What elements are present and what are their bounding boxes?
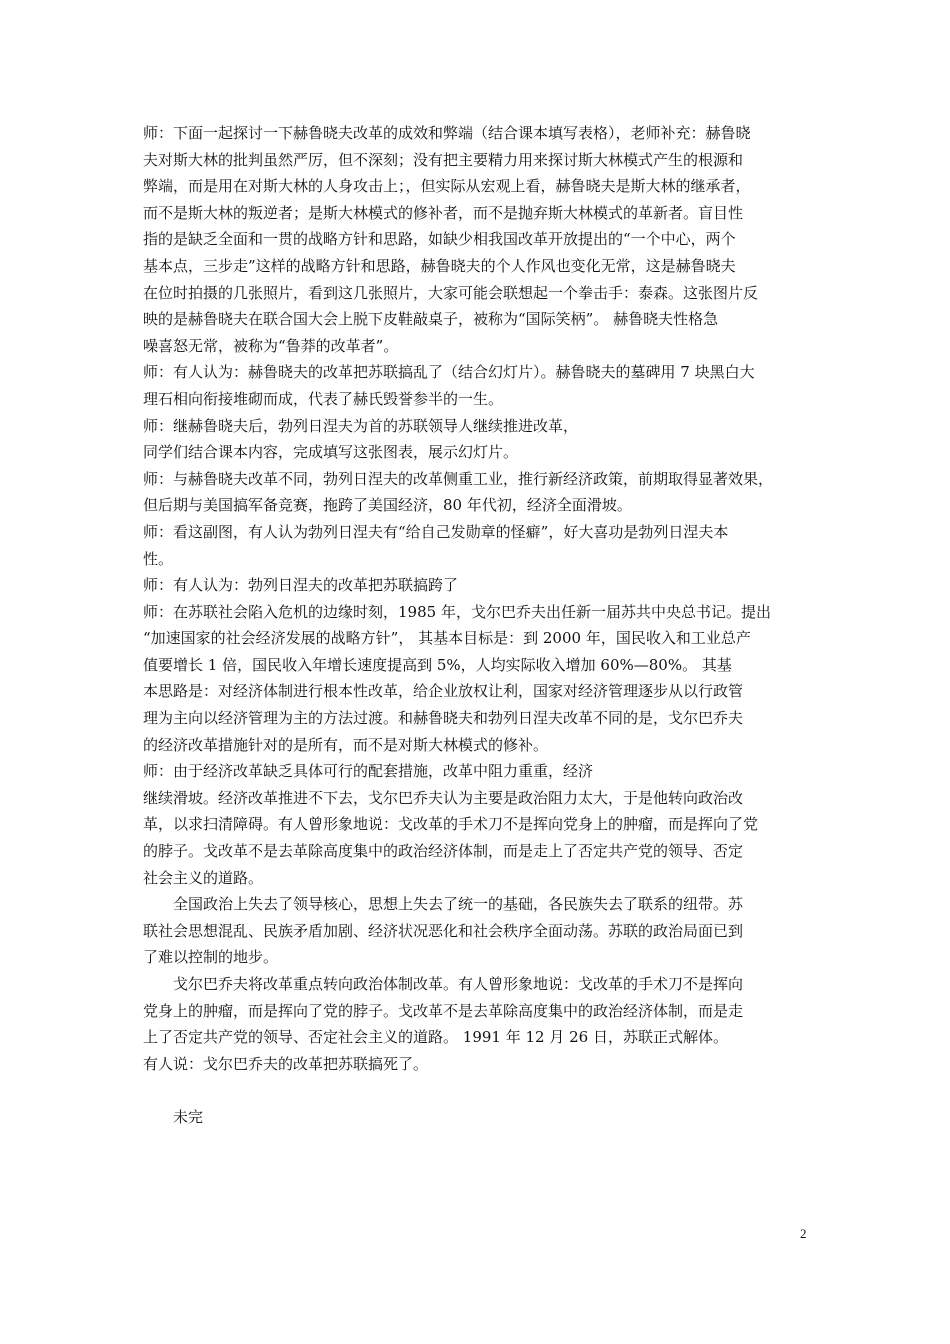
text-line: 师：在苏联社会陷入危机的边缘时刻，1985 年，戈尔巴乔夫出任新一届苏共中央总书记。提出 <box>143 602 771 621</box>
text-line: 继续滑坡。经济改革推进不下去，戈尔巴乔夫认为主要是政治阻力太大，于是他转向政治改 <box>143 788 744 807</box>
text-line: 性。 <box>143 549 174 568</box>
text-line: 但后期与美国搞军备竞赛，拖跨了美国经济，80 年代初，经济全面滑坡。 <box>143 496 632 515</box>
text-line: 有人说：戈尔巴乔夫的改革把苏联搞死了。 <box>143 1054 429 1073</box>
end-note: 未完 <box>173 1107 204 1126</box>
text-line: 师：有人认为：赫鲁晓夫的改革把苏联搞乱了（结合幻灯片）。赫鲁晓夫的墓碑用 7 块黑白大 <box>143 363 755 382</box>
text-line: 在位时拍摄的几张照片，看到这几张照片，大家可能会联想起一个拳击手：泰森。这张图片反 <box>143 283 759 302</box>
text-line: 联社会思想混乱、民族矛盾加剧、经济状况恶化和社会秩序全面动荡。苏联的政治局面已到 <box>143 921 744 940</box>
text-line: 夫对斯大林的批判虽然严厉，但不深刻；没有把主要精力用来探讨斯大林模式产生的根源和 <box>143 150 744 169</box>
text-line: 而不是斯大林的叛逆者；是斯大林模式的修补者，而不是抛弃斯大林模式的革新者。盲目性 <box>143 203 744 222</box>
text-line: 全国政治上失去了领导核心，思想上失去了统一的基础，各民族失去了联系的纽带。苏 <box>173 895 744 914</box>
text-line: 师：继赫鲁晓夫后，勃列日涅夫为首的苏联领导人继续推进改革， <box>143 416 579 435</box>
document-body <box>143 120 815 1131</box>
text-line: 师：由于经济改革缺乏具体可行的配套措施，改革中阻力重重，经济 <box>143 762 594 781</box>
text-line: 同学们结合课本内容，完成填写这张图表，展示幻灯片。 <box>143 443 519 462</box>
text-line: 理为主向以经济管理为主的方法过渡。和赫鲁晓夫和勃列日涅夫改革不同的是，戈尔巴乔夫 <box>143 709 744 728</box>
text-line: 本思路是：对经济体制进行根本性改革，给企业放权让利，国家对经济管理逐步从以行政管 <box>143 682 744 701</box>
text-line: 弊端，而是用在对斯大林的人身攻击上；，但实际从宏观上看，赫鲁晓夫是斯大林的继承者， <box>143 177 751 196</box>
text-line: 基本点，三步走”这样的战略方针和思路，赫鲁晓夫的个人作风也变化无常，这是赫鲁晓夫 <box>143 256 736 275</box>
text-line: 师：有人认为：勃列日涅夫的改革把苏联搞跨了 <box>143 576 459 595</box>
text-line: 指的是缺乏全面和一贯的战略方针和思路，如缺少相我国改革开放提出的“一个中心，两个 <box>143 230 736 249</box>
text-line: 了难以控制的地步。 <box>143 948 279 967</box>
text-line: 戈尔巴乔夫将改革重点转向政治体制改革。有人曾形象地说：戈改革的手术刀不是挥向 <box>173 975 744 993</box>
text-line: 值要增长 1 倍，国民收入年增长速度提高到 5%，人均实际收入增加 60%—80%。 其基 <box>143 655 732 674</box>
text-line: 社会主义的道路。 <box>143 868 264 887</box>
text-line: 党身上的肿瘤，而是挥向了党的脖子。戈改革不是去革除高度集中的政治经济体制，而是走 <box>143 1001 744 1020</box>
blank-line <box>143 1077 815 1104</box>
text-line: 理石相向衔接堆砌而成，代表了赫氏毁誉参半的一生。 <box>143 389 504 408</box>
text-line: 师：看这副图，有人认为勃列日涅夫有“给自己发勋章的怪癖”，好大喜功是勃列日涅夫本 <box>143 522 729 541</box>
text-line: 映的是赫鲁晓夫在联合国大会上脱下皮鞋敲桌子，被称为“国际笑柄”。 赫鲁晓夫性格急 <box>143 310 719 329</box>
text-line: 的经济改革措施针对的是所有，而不是对斯大林模式的修补。 <box>143 735 549 754</box>
text-line: 革，以求扫清障碍。有人曾形象地说：戈改革的手术刀不是挥向党身上的肿瘤，而是挥向了党 <box>143 815 759 834</box>
text-line: “加速国家的社会经济发展的战略方针”， 其基本目标是：到 2000 年，国民收入和工业总产 <box>143 629 751 648</box>
text-line: 的脖子。戈改革不是去革除高度集中的政治经济体制，而是走上了否定共产党的领导、否定 <box>143 842 744 861</box>
text-line: 噪喜怒无常，被称为“鲁莽的改革者”。 <box>143 336 399 355</box>
text-line: 上了否定共产党的领导、否定社会主义的道路。 1991 年 12 月 26 日，苏联正式解体。 <box>143 1028 728 1047</box>
text-line: 师：下面一起探讨一下赫鲁晓夫改革的成效和弊端（结合课本填写表格），老师补充：赫鲁晓 <box>143 124 751 142</box>
text-line: 师：与赫鲁晓夫改革不同，勃列日涅夫的改革侧重工业，推行新经济政策，前期取得显著效果， <box>143 469 774 488</box>
page-number: 2 <box>800 1226 807 1241</box>
